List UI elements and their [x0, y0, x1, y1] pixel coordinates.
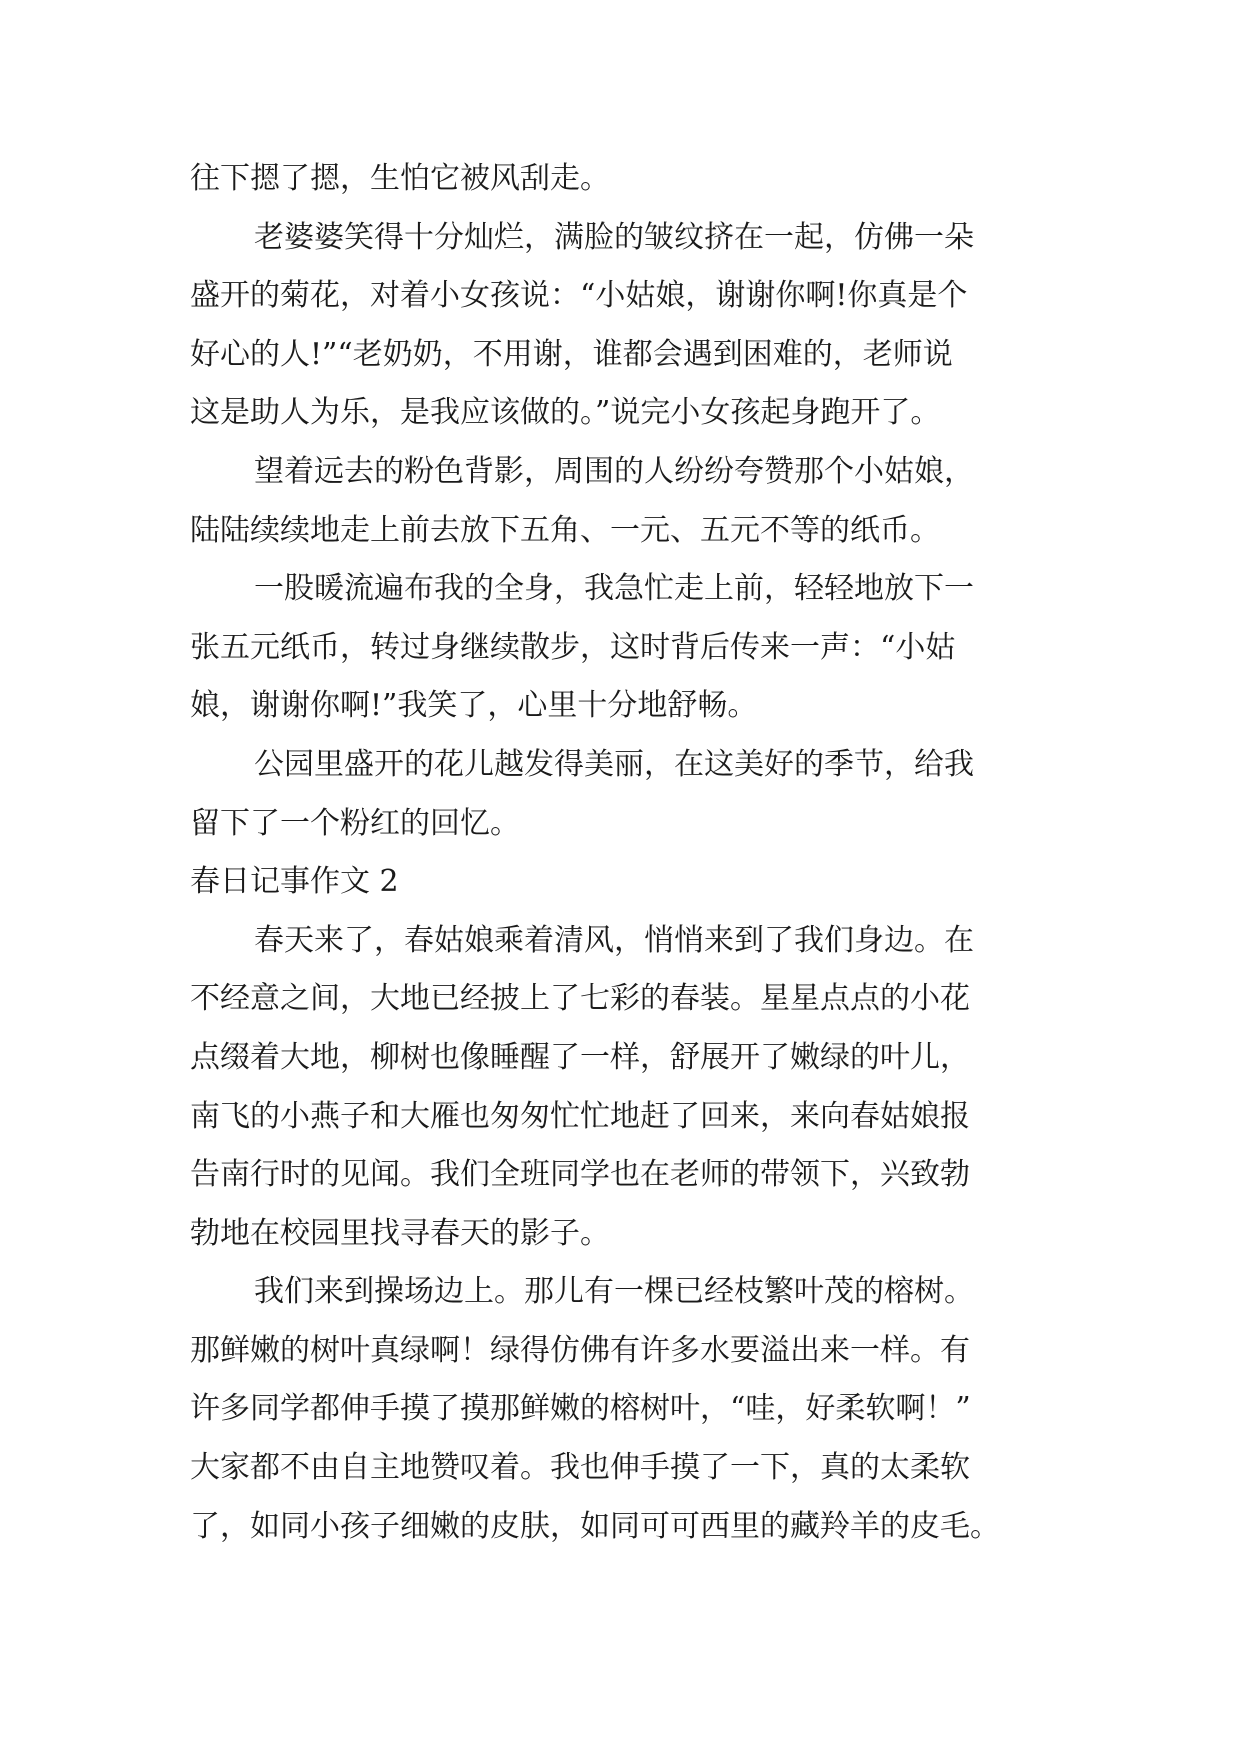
text-line: 那鲜嫩的树叶真绿啊！绿得仿佛有许多水要溢出来一样。有: [190, 1332, 970, 1368]
text-line: 这是助人为乐，是我应该做的。”说完小女孩起身跑开了。: [190, 395, 941, 431]
paragraph-start-line: 春天来了，春姑娘乘着清风，悄悄来到了我们身边。在: [254, 922, 974, 958]
document-body: [190, 150, 1050, 1556]
paragraph-start-line: 老婆婆笑得十分灿烂，满脸的皱纹挤在一起，仿佛一朵: [254, 219, 974, 255]
text-line: 点缀着大地，柳树也像睡醒了一样，舒展开了嫩绿的叶儿，: [190, 1039, 970, 1075]
text-line: 往下摁了摁，生怕它被风刮走。: [190, 161, 610, 196]
section-heading: 春日记事作文 2: [190, 864, 399, 900]
text-line: 陆陆续续地走上前去放下五角、一元、五元不等的纸币。: [190, 512, 940, 548]
paragraph-start-line: 一股暖流遍布我的全身，我急忙走上前，轻轻地放下一: [254, 571, 974, 607]
text-line: 南飞的小燕子和大雁也匆匆忙忙地赶了回来，来向春姑娘报: [190, 1098, 970, 1134]
text-line: 许多同学都伸手摸了摸那鲜嫩的榕树叶，“哇，好柔软啊！”: [190, 1391, 971, 1427]
text-line: 好心的人!”“老奶奶，不用谢，谁都会遇到困难的，老师说: [190, 336, 953, 372]
text-line: 大家都不由自主地赞叹着。我也伸手摸了一下，真的太柔软: [190, 1450, 970, 1486]
text-line: 不经意之间，大地已经披上了七彩的春装。星星点点的小花: [190, 981, 970, 1017]
text-line: 张五元纸币，转过身继续散步，这时背后传来一声：“小姑: [190, 629, 956, 665]
text-line: 了，如同小孩子细嫩的皮肤，如同可可西里的藏羚羊的皮毛。: [190, 1508, 1000, 1544]
paragraph-start-line: 公园里盛开的花儿越发得美丽，在这美好的季节，给我: [254, 746, 974, 782]
text-line: 留下了一个粉红的回忆。: [190, 805, 520, 841]
text-line: 勃地在校园里找寻春天的影子。: [190, 1215, 610, 1251]
text-line: 娘，谢谢你啊!”我笑了，心里十分地舒畅。: [190, 688, 758, 724]
paragraph-start-line: 我们来到操场边上。那儿有一棵已经枝繁叶茂的榕树。: [254, 1274, 974, 1310]
text-line: 告南行时的见闻。我们全班同学也在老师的带领下，兴致勃: [190, 1157, 970, 1193]
paragraph-start-line: 望着远去的粉色背影，周围的人纷纷夸赞那个小姑娘，: [254, 453, 974, 489]
text-line: 盛开的菊花，对着小女孩说：“小姑娘，谢谢你啊!你真是个: [190, 278, 968, 314]
